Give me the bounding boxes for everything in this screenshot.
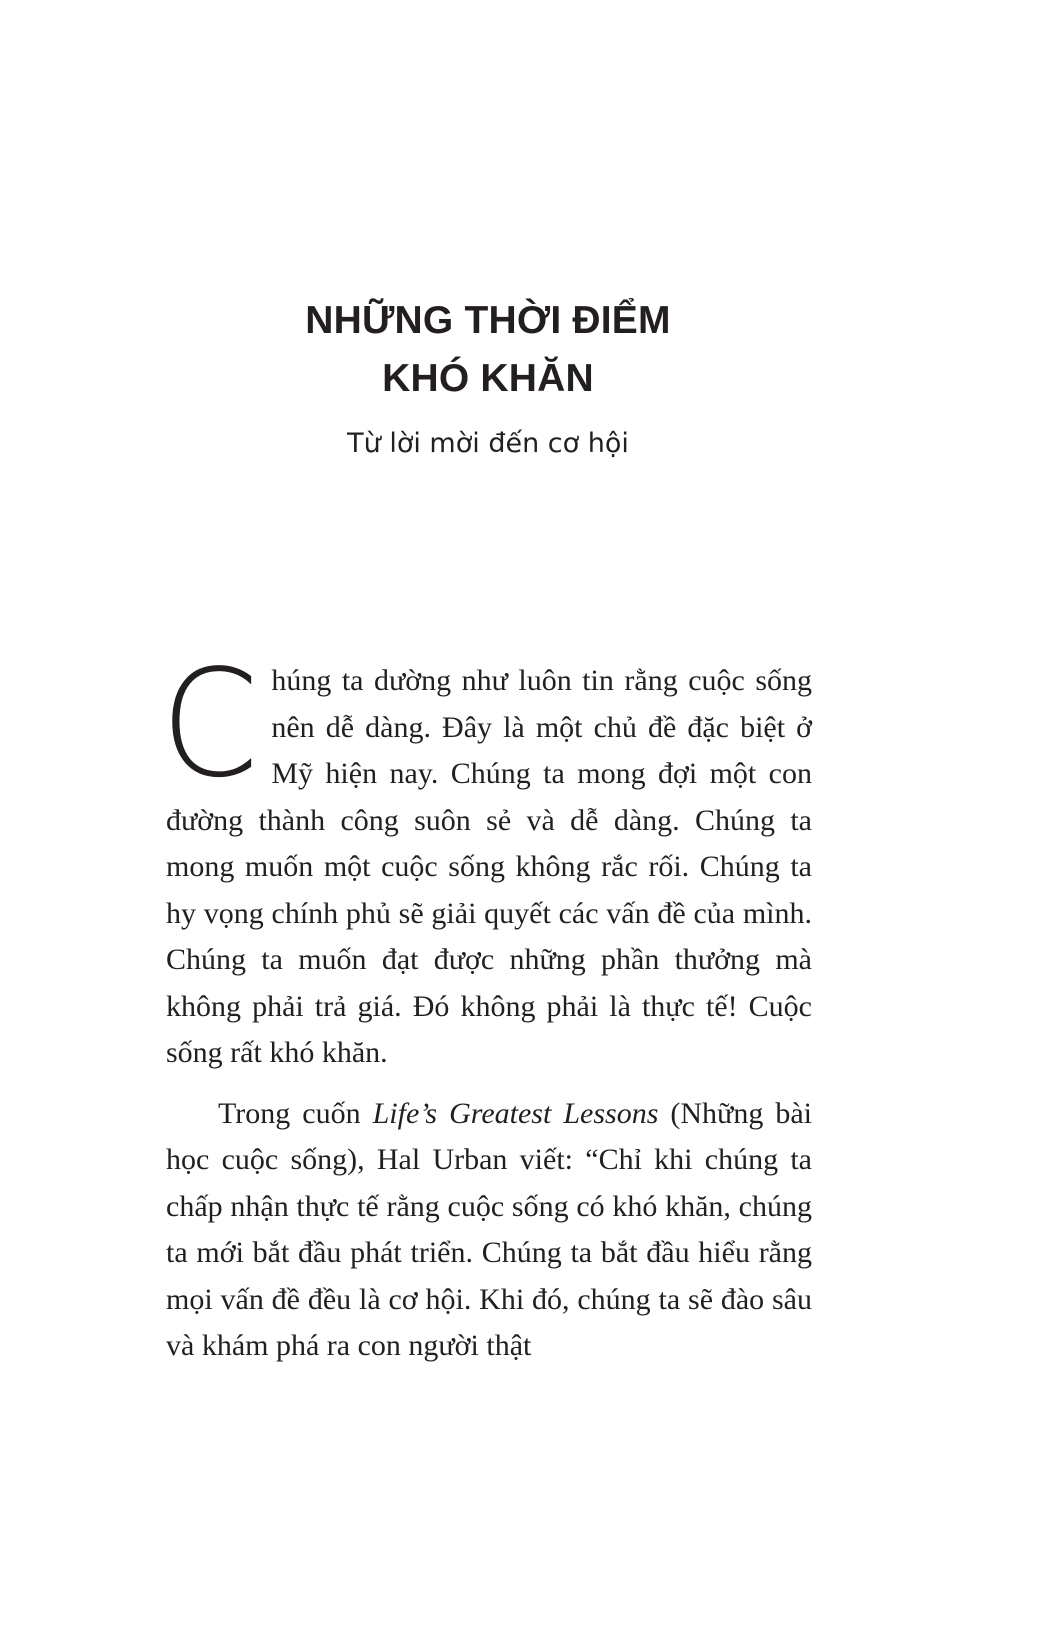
paragraph-2-text-after: (Những bài học cuộc sống), Hal Urban viết: “Chỉ khi chúng ta chấp nhận thực tế rằng cuộc sống có khó khăn, chúng ta mới bắt đầu phát triển. Chúng ta bắt đầu hiểu rằng mọi vấn đề đều là cơ hội. Khi đó, chúng ta sẽ đào sâu và khám phá ra con người thật	[166, 1096, 812, 1362]
paragraph-2	[166, 1091, 812, 1370]
chapter-title	[0, 292, 976, 408]
book-title: Life’s Greatest Lessons	[372, 1096, 659, 1130]
paragraph-1	[160, 638, 812, 1077]
body-text	[160, 638, 812, 1370]
drop-cap: C	[160, 638, 259, 810]
chapter-title-line-1: NHỮNG THỜI ĐIỂM	[305, 299, 671, 342]
chapter-title-line-2: KHÓ KHĂN	[382, 357, 594, 400]
chapter-subtitle: Từ lời mời đến cơ hội	[347, 428, 629, 459]
paragraph-2-text-before: Trong cuốn	[218, 1096, 373, 1130]
paragraph-1-text: húng ta dường như luôn tin rằng cuộc sống nên dễ dàng. Đây là một chủ đề đặc biệt ở Mỹ hiện nay. Chúng ta mong đợi một con đường thành công suôn sẻ và dễ dàng. Chúng ta mong muốn một cuộc sống không rắc rối. Chúng ta hy vọng chính phủ sẽ giải quyết các vấn đề của mình. Chúng ta muốn đạt được những phần thưởng mà không phải trả giá. Đó không phải là thực tế! Cuộc sống rất khó khăn.	[166, 664, 812, 1069]
